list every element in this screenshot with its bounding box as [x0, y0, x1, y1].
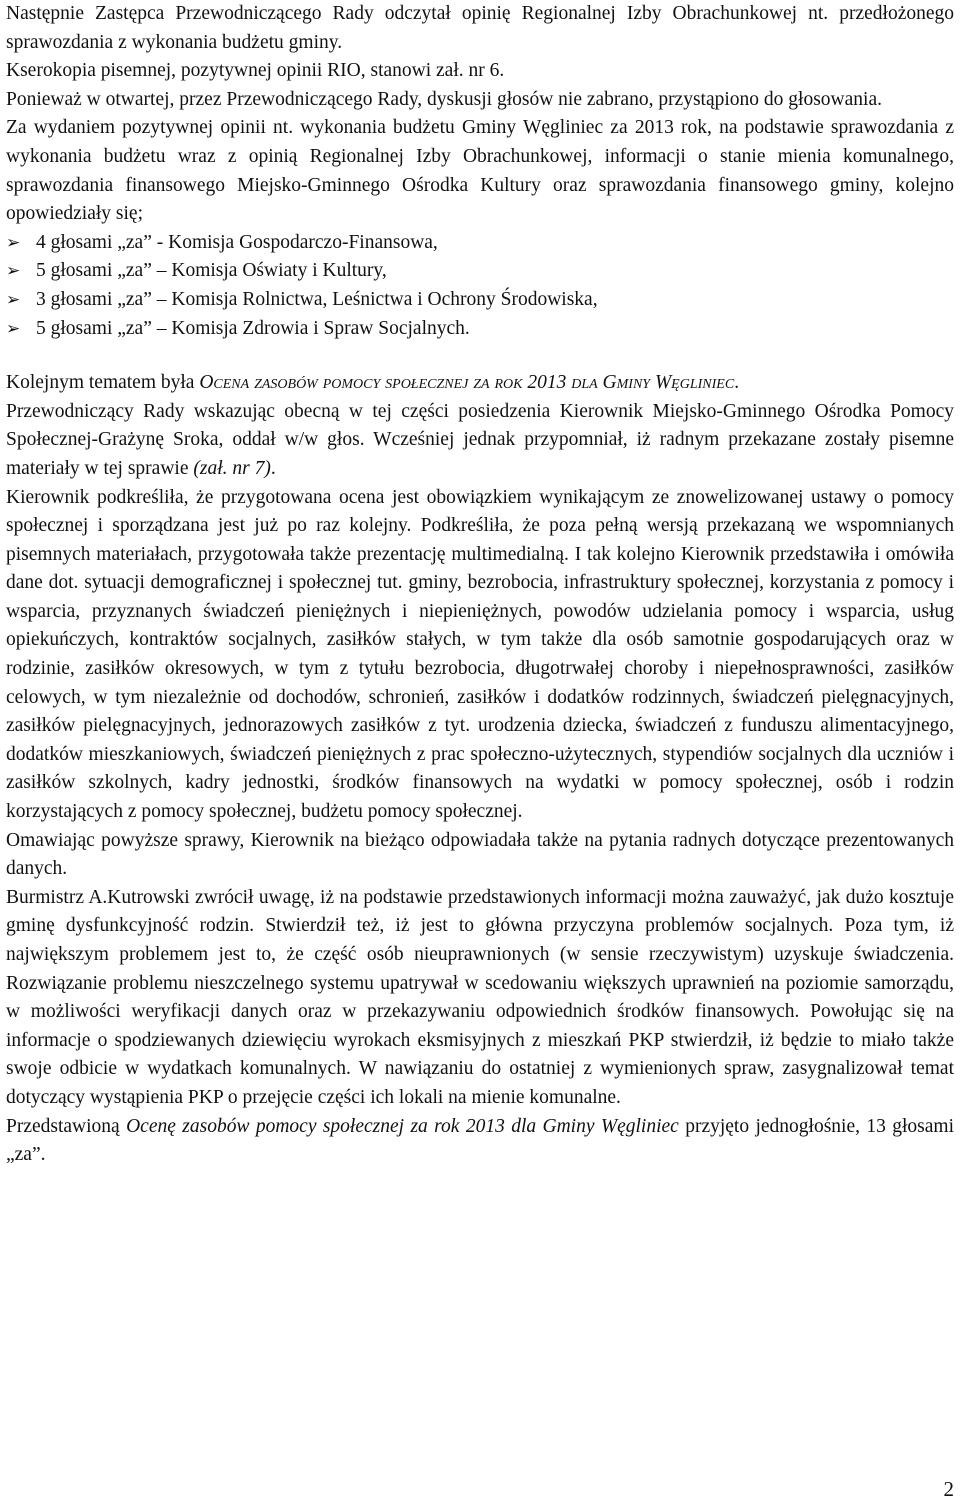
- vote-item-text: 4 głosami „za” - Komisja Gospodarczo-Finansowa,: [36, 231, 438, 253]
- paragraph-mayor: Burmistrz A.Kutrowski zwrócił uwagę, iż na podstawie przedstawionych informacji można zauważyć, jak dużo kosztuje gminę dysfunkcyjność rodzin. Stwierdził też, iż jest to główna przyczyna problemów socjalnych. Poza tym, iż największym problemem jest to, że część osób nieuprawnionych (w sensie rzeczywistym) uzyskuje świadczenia. Rozwiązanie problemu nieszczelnego systemu upatrywał w scedowaniu większych uprawnień na poziomie samorządu, w możliwości weryfikacji danych oraz w przekazywaniu odpowiednich środków finansowych. Powołując się na informacje o spodziewanych dziewięciu wyrokach eksmisyjnych z mieszkań PKP stwierdził, iż będzie to miało także swoje odbicie w wydatkach komunalnych. W nawiązaniu do ostatniej z wymienionych spraw, zasygnalizował temat dotyczący wystąpienia PKP o przejęcie części ich lokali na mienie komunalne.: [6, 886, 954, 1108]
- topic-suffix: .: [734, 372, 740, 394]
- closing-title: Ocenę zasobów pomocy społecznej za rok 2013 dla Gminy Węgliniec: [126, 1115, 679, 1137]
- paragraph-intro: [6, 398, 954, 484]
- vote-item-text: 3 głosami „za” – Komisja Rolnictwa, Leśnictwa i Ochrony Środowiska,: [36, 288, 598, 310]
- arrow-bullet-icon: ➢: [6, 261, 21, 282]
- attachment-reference: (zał. nr 7): [193, 457, 271, 479]
- document-page: [6, 0, 954, 1170]
- arrow-bullet-icon: ➢: [6, 318, 21, 339]
- list-item: [6, 229, 954, 258]
- arrow-bullet-icon: ➢: [6, 232, 21, 253]
- paragraph-vote-intro: Za wydaniem pozytywnej opinii nt. wykonania budżetu Gminy Węgliniec za 2013 rok, na podstawie sprawozdania z wykonania budżetu wraz z opinią Regionalnej Izby Obrachunkowej, informacji o stanie mienia komunalnego, sprawozdania finansowego Miejsko-Gminnego Ośrodka Kultury oraz sprawozdania finansowego gminy, kolejno opowiedziały się;: [6, 117, 954, 225]
- list-item: [6, 257, 954, 286]
- vote-item-text: 5 głosami „za” – Komisja Zdrowia i Spraw Socjalnych.: [36, 317, 470, 339]
- topic-title: Ocena zasobów pomocy społecznej za rok 2013 dla Gminy Węgliniec: [199, 372, 735, 394]
- arrow-bullet-icon: ➢: [6, 289, 21, 310]
- closing-suffix: przyjęto jednogłośnie, 13 głosami „za”.: [6, 1115, 954, 1166]
- paragraph-attachment-6: Kserokopia pisemnej, pozytywnej opinii RIO, stanowi zał. nr 6.: [6, 60, 505, 82]
- intro-text: Przewodniczący Rady wskazując obecną w tej części posiedzenia Kierownik Miejsko-Gminnego Ośrodka Pomocy Społecznej-Grażynę Sroka, oddał w/w głos. Wcześniej jednak przypomniał, iż radnym przekazane zostały pisemne materiały w tej sprawie: [6, 400, 954, 479]
- intro-end: .: [270, 457, 276, 479]
- paragraph-questions: Omawiając powyższe sprawy, Kierownik na bieżąco odpowiadała także na pytania radnych dotyczące prezentowanych danych.: [6, 829, 954, 880]
- paragraph-topic: [6, 369, 954, 398]
- paragraph-presentation: Kierownik podkreśliła, że przygotowana ocena jest obowiązkiem wynikającym ze znowelizowanej ustawy o pomocy społecznej i sporządzana jest już po raz kolejny. Podkreśliła, że poza pełną wersją przekazaną we wspomnianych pisemnych materiałach, przygotowała także prezentację multimedialną. I tak kolejno Kierownik przedstawiła i omówiła dane dot. sytuacji demograficznej i społecznej tut. gminy, bezrobocia, infrastruktury społecznej, korzystania z pomocy i wsparcia, przyznanych świadczeń pieniężnych i niepieniężnych, powodów udzielania pomocy i wsparcia, usług opiekuńczych, kontraktów socjalnych, zasiłków stałych, w tym także dla osób samotnie gospodarujących oraz w rodzinie, zasiłków okresowych, w tym z tytułu bezrobocia, długotrwałej choroby i niepełnosprawności, zasiłków celowych, w tym niezależnie od dochodów, schronień, zasiłków i dodatków rodzinnych, świadczeń pielęgnacyjnych, zasiłków pielęgnacyjnych, jednorazowych zasiłków z tyt. urodzenia dziecka, świadczeń z funduszu alimentacyjnego, dodatków mieszkaniowych, świadczeń pieniężnych z prac społeczno-użytecznych, stypendiów socjalnych dla uczniów i zasiłków szkolnych, kadry jednostki, środków finansowych na wydatki w pomocy społecznej, osób i rodzin korzystających z pomocy społecznej, budżetu pomocy społecznej.: [6, 486, 954, 823]
- paragraph-rio-opinion: Następnie Zastępca Przewodniczącego Rady odczytał opinię Regionalnej Izby Obrachunkowej nt. przedłożonego sprawozdania z wykonania budżetu gminy.: [6, 3, 954, 53]
- vote-item-text: 5 głosami „za” – Komisja Oświaty i Kultury,: [36, 260, 387, 282]
- list-item: [6, 315, 954, 344]
- page-number: 2: [943, 1477, 954, 1501]
- vote-list: [6, 229, 954, 343]
- closing-prefix: Przedstawioną: [6, 1115, 127, 1137]
- topic-prefix: Kolejnym tematem była: [6, 372, 200, 394]
- paragraph-closing: [6, 1113, 954, 1170]
- section-gap: [6, 343, 954, 369]
- list-item: [6, 286, 954, 315]
- paragraph-no-discussion: Ponieważ w otwartej, przez Przewodniczącego Rady, dyskusji głosów nie zabrano, przystąpiono do głosowania.: [6, 88, 882, 110]
